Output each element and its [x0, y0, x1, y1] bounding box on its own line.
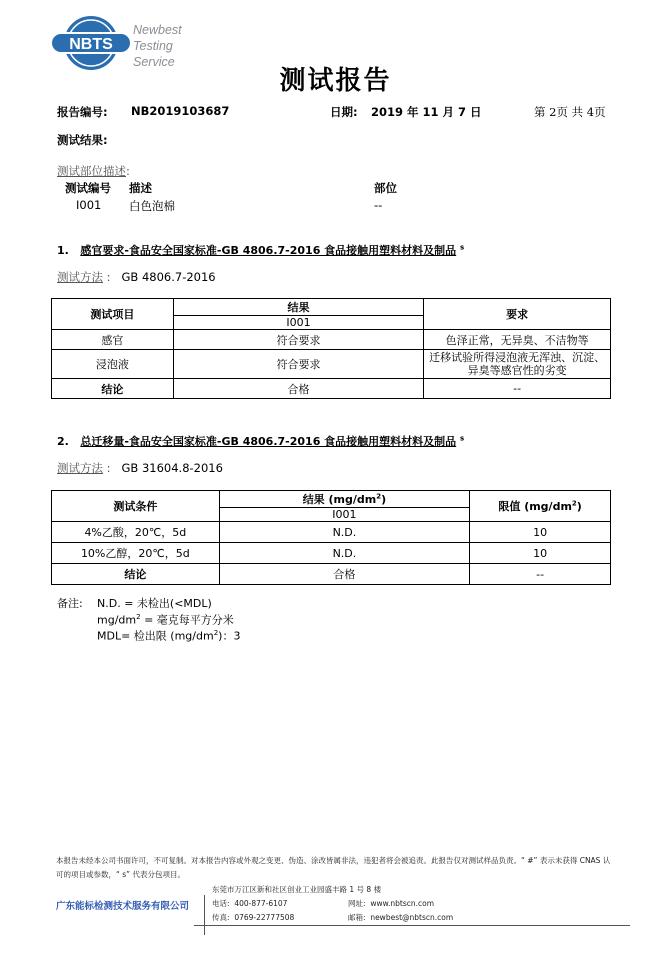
cell-limit: 10: [470, 522, 611, 543]
cell-result: N.D.: [219, 522, 470, 543]
method-label: 测试方法: [57, 270, 103, 284]
website-link[interactable]: 网址: www.nbtscn.com: [348, 899, 435, 908]
cell-condition: 10%乙醇，20℃，5d: [52, 543, 220, 564]
cell-item: 感官: [52, 330, 174, 350]
migration-table: [51, 490, 611, 585]
method-value: GB 31604.8-2016: [121, 461, 223, 475]
results-label: 测试结果:: [57, 133, 108, 147]
col-subheader-sample: I001: [173, 316, 424, 330]
method-value: GB 4806.7-2016: [121, 270, 216, 284]
parts-col-id: 测试编号: [65, 181, 111, 195]
section2-heading: [57, 433, 464, 449]
report-no-label: 报告编号:: [57, 105, 108, 119]
cell-result: 符合要求: [173, 330, 424, 350]
cell-conclusion-limit: --: [470, 564, 611, 585]
col-header-item: 测试项目: [52, 299, 174, 330]
email-link[interactable]: 邮箱: newbest@nbtscn.com: [348, 913, 454, 922]
col-header-result: 结果 $(mg/dm^2)$: [219, 491, 470, 508]
cell-result: 符合要求: [173, 350, 424, 379]
cell-conclusion-label: 结论: [52, 379, 174, 399]
cell-conclusion: 合格: [173, 379, 424, 399]
section1-title: 感官要求-食品安全国家标准-GB 4806.7-2016 食品接触用塑料材料及制品: [80, 244, 457, 257]
table-row: [52, 543, 611, 564]
report-date: 2019 年 11 月 7 日: [371, 105, 482, 119]
parts-colon: :: [126, 164, 130, 178]
section2-number: 2.: [57, 435, 69, 448]
company-name: 广东能标检测技术服务有限公司: [56, 901, 190, 912]
parts-heading: [57, 163, 130, 179]
col-subheader-sample: I001: [219, 508, 470, 522]
section1-method: [57, 269, 216, 285]
logo-abbr: NBTS: [69, 36, 113, 53]
parts-row-desc: 白色泡棉: [129, 199, 175, 213]
col-header-requirement: 要求: [424, 299, 611, 330]
company-address: 东莞市万江区新和社区创业工业园盛丰路 1 号 8 楼: [212, 885, 382, 894]
notes-body: [97, 597, 240, 643]
table-row: [52, 350, 611, 379]
table-row: [52, 522, 611, 543]
table-row: [52, 379, 611, 399]
disclaimer: 本报告未经本公司书面许可，不可复制。对本报告内容或外观之变更、伪造、涂改皆属非法，违犯者将会被追责。此报告仅对测试样品负责。“ #” 表示未获得 CNAS 认可的项目或参数，“ s” 代表分包项目。: [56, 856, 611, 879]
cell-conclusion: 合格: [219, 564, 470, 585]
col-header-result: 结果: [173, 299, 424, 316]
table-row: [52, 330, 611, 350]
method-colon: :: [106, 270, 111, 284]
section2-method: [57, 460, 223, 476]
subcontract-mark: s: [460, 434, 465, 443]
parts-row-part: --: [374, 198, 383, 212]
cell-condition: 4%乙酸，20℃，5d: [52, 522, 220, 543]
report-no: NB2019103687: [131, 104, 230, 118]
cell-conclusion-req: --: [424, 379, 611, 399]
table-row: [52, 564, 611, 585]
cell-requirement: 迁移试验所得浸泡液无浑浊、沉淀、异臭等感官性的劣变: [424, 350, 611, 379]
note-unit: $mg/dm^2$ = 毫克每平方分米: [97, 612, 234, 627]
section1-heading: [57, 242, 464, 258]
subcontract-mark: s: [460, 243, 465, 252]
logo-line: Service: [133, 55, 175, 69]
cell-requirement: 色泽正常，无异臭、不洁物等: [424, 330, 611, 350]
logo-line: Testing: [133, 39, 173, 53]
parts-row-id: I001: [76, 198, 102, 212]
date-label: 日期:: [330, 105, 358, 119]
method-colon: :: [106, 461, 111, 475]
parts-col-desc: 描述: [129, 181, 152, 195]
sensory-table: [51, 298, 611, 399]
footer-rule: [194, 925, 630, 926]
cell-result: N.D.: [219, 543, 470, 564]
cell-limit: 10: [470, 543, 611, 564]
page-indicator: 第 2页 共 4页: [534, 105, 606, 119]
cell-item: 浸泡液: [52, 350, 174, 379]
col-header-condition: 测试条件: [52, 491, 220, 522]
logo-line: Newbest: [133, 23, 182, 37]
footer-divider: [204, 895, 205, 935]
tel: 电话: 400-877-6107: [212, 899, 288, 908]
parts-label: 测试部位描述: [57, 164, 126, 178]
note-mdl: MDL= 检出限 $(mg/dm^2)$：3: [97, 628, 241, 643]
report-title: 测试报告: [279, 66, 392, 96]
parts-col-part: 部位: [374, 181, 397, 195]
fax: 传真: 0769-22777508: [212, 913, 295, 922]
note-nd: N.D. = 未检出(<MDL): [97, 597, 212, 610]
notes-label: 备注:: [57, 597, 83, 610]
section2-title: 总迁移量-食品安全国家标准-GB 4806.7-2016 食品接触用塑料材料及制品: [80, 435, 457, 448]
cell-conclusion-label: 结论: [52, 564, 220, 585]
col-header-limit: 限值 $(mg/dm^2)$: [470, 491, 611, 522]
section1-number: 1.: [57, 244, 69, 257]
method-label: 测试方法: [57, 461, 103, 475]
